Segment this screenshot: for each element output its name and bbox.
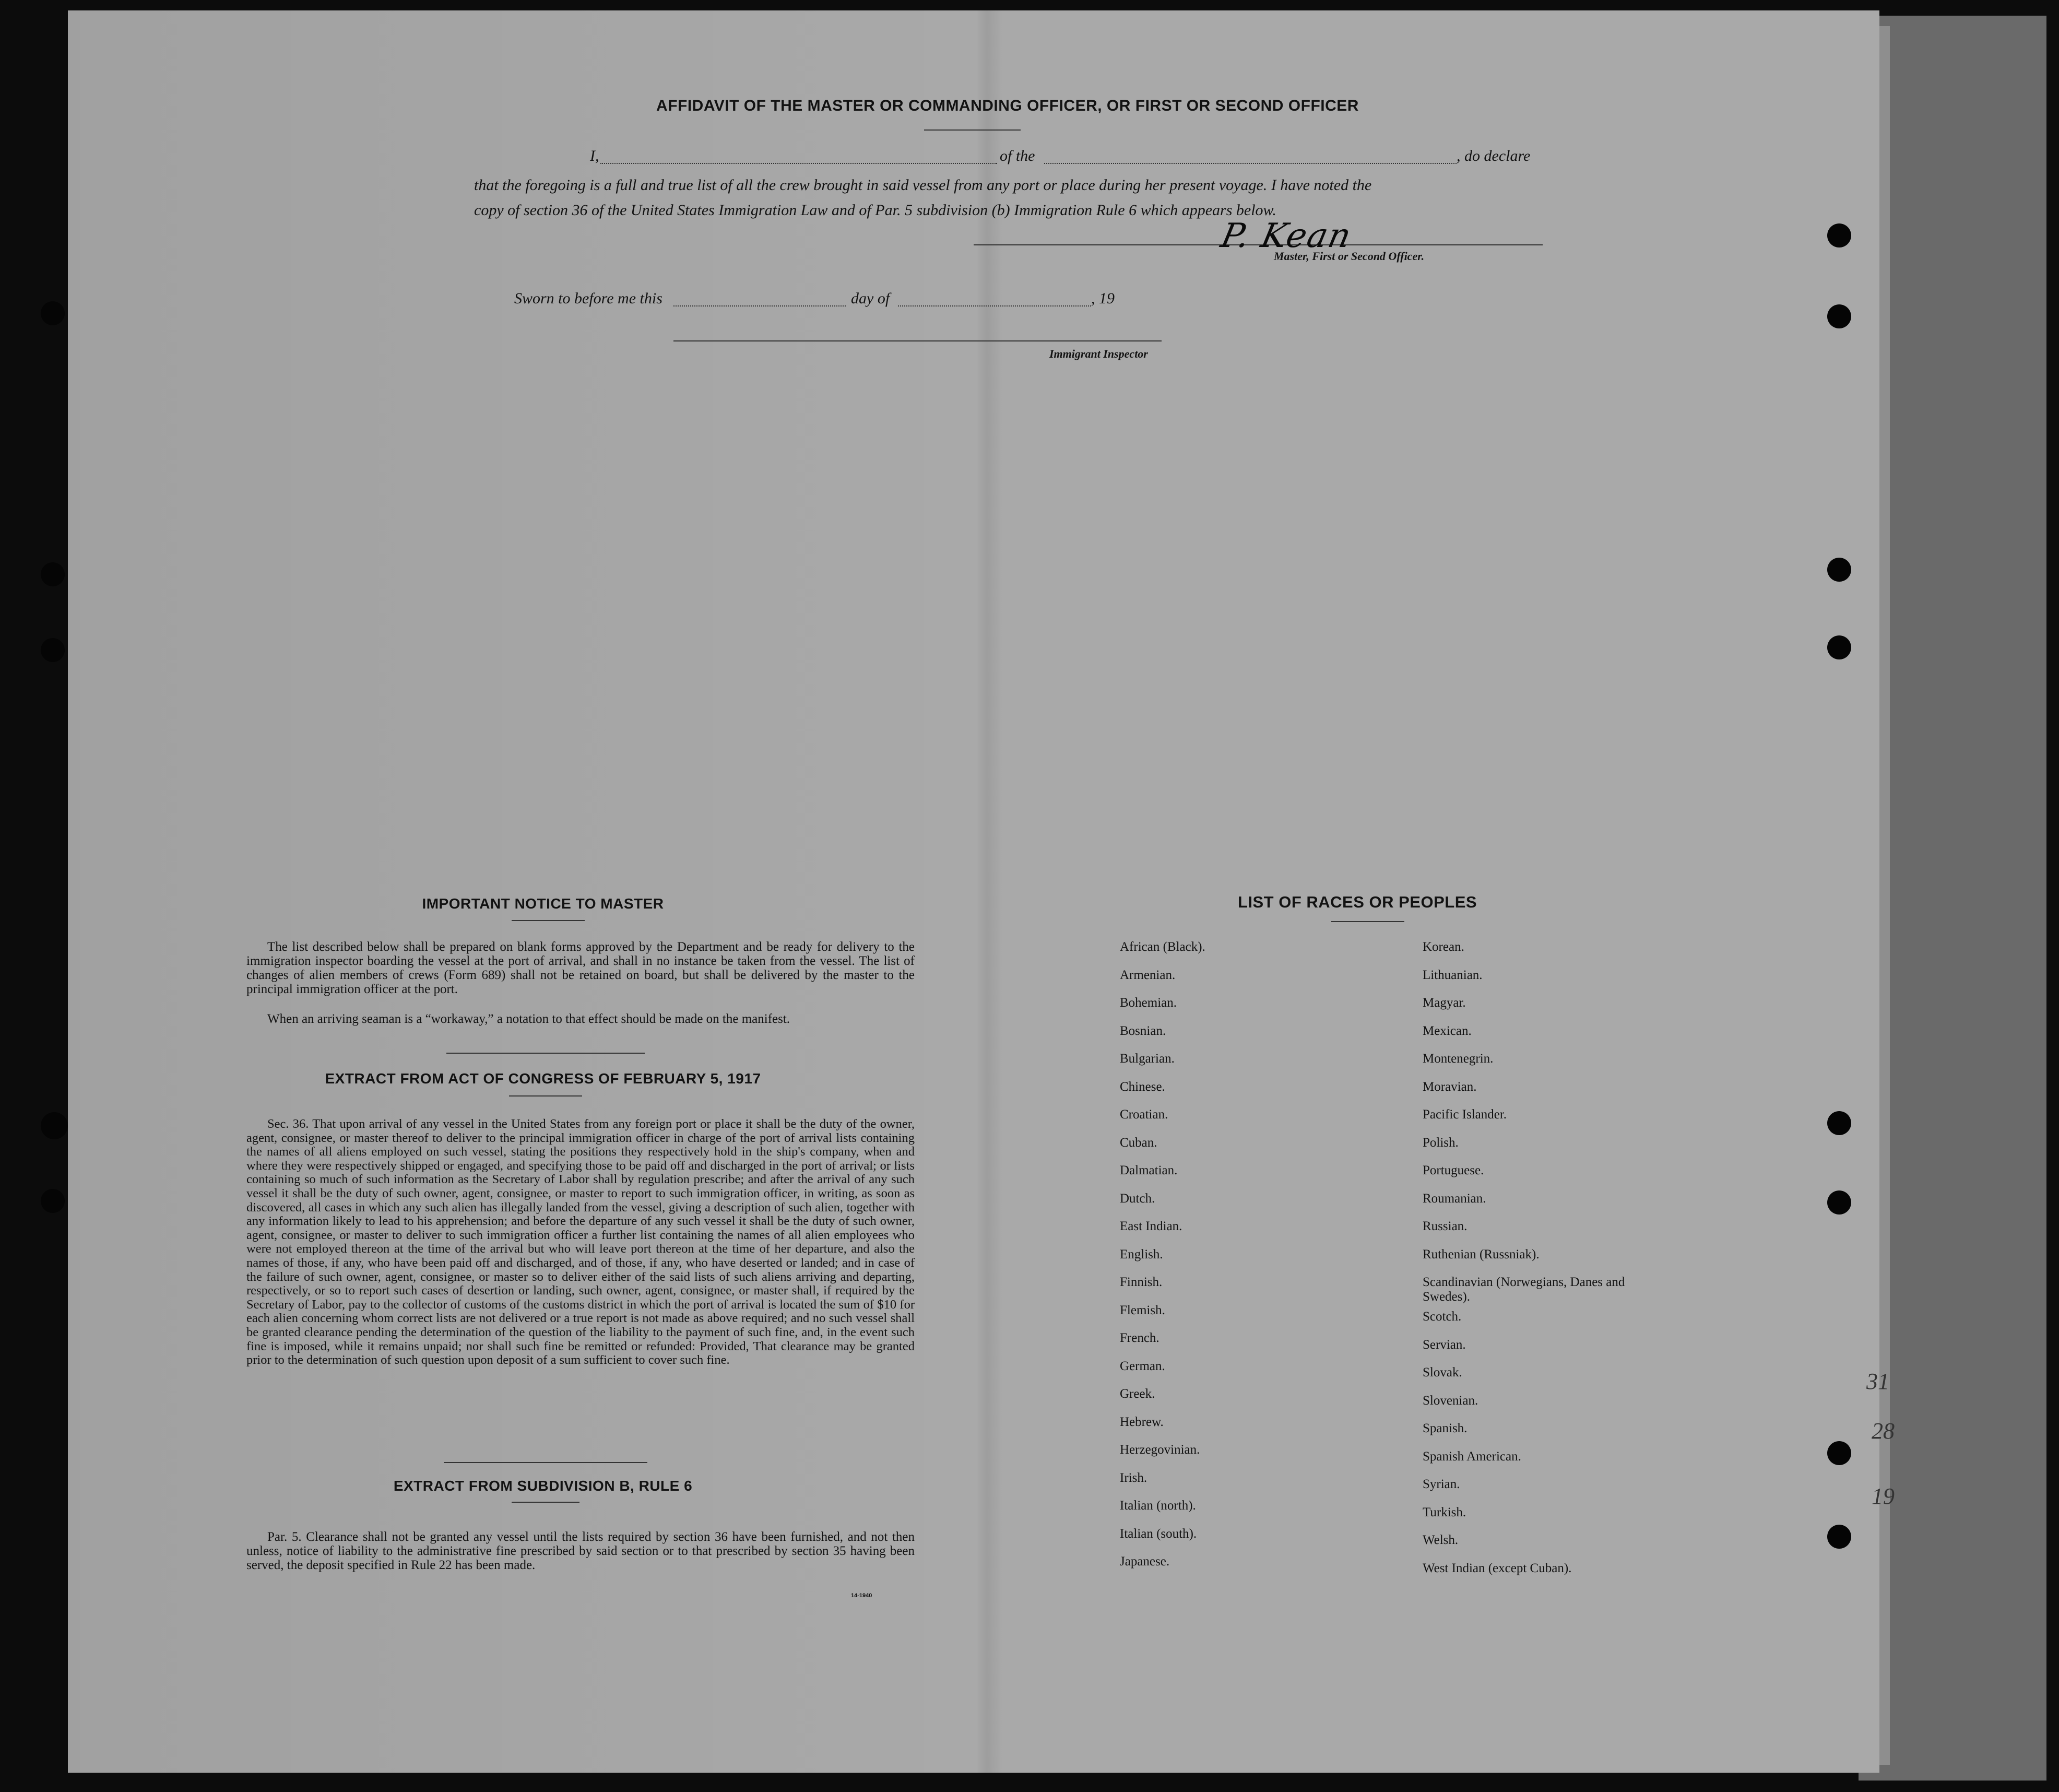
race-item: Welsh. (1423, 1533, 1459, 1547)
sworn-day-blank (673, 305, 846, 306)
race-item: Moravian. (1423, 1079, 1477, 1094)
race-item: Chinese. (1120, 1079, 1165, 1094)
sworn-year: , 19 (1091, 290, 1115, 307)
affidavit-declare: , do declare (1457, 147, 1531, 164)
sworn-day-of: day of (851, 290, 890, 307)
extract-act-underline (509, 1095, 582, 1097)
inspector-line (673, 340, 1162, 341)
affidavit-line3: copy of section 36 of the United States Immigration Law and of Par. 5 subdivision (b) Immigration Rule 6 which appears below. (474, 202, 1276, 219)
extract-rule-title: EXTRACT FROM SUBDIVISION B, RULE 6 (393, 1478, 693, 1494)
punch-hole (1827, 635, 1851, 659)
margin-note-3: 19 (1872, 1483, 1895, 1509)
punch-hole (1827, 1111, 1851, 1135)
punch-hole (41, 562, 65, 586)
race-item: Bulgarian. (1120, 1052, 1175, 1066)
race-item: Magyar. (1423, 996, 1466, 1010)
race-item: Korean. (1423, 940, 1464, 954)
race-item: Turkish. (1423, 1505, 1466, 1519)
race-item: Greek. (1120, 1387, 1155, 1401)
race-item: Servian. (1423, 1337, 1466, 1352)
name-blank (600, 163, 997, 164)
race-item: African (Black). (1120, 940, 1205, 954)
punch-hole (1827, 558, 1851, 582)
race-item: Herzegovinian. (1120, 1443, 1200, 1457)
vessel-blank (1044, 163, 1457, 164)
race-item: Bosnian. (1120, 1023, 1166, 1038)
race-item: Irish. (1120, 1470, 1147, 1485)
race-item: Hebrew. (1120, 1414, 1164, 1429)
punch-hole (41, 1112, 68, 1139)
notice-para1: The list described below shall be prepared on blank forms approved by the Department and be ready for delivery to the immigration inspector boarding the vessel at the port of arrival, and shall in no instance be taken from the vessel. The list of changes of alien members of crews (Form 689) shall not be retained on board, but shall be delivered by the master to the principal immigration officer at the port. (246, 940, 915, 996)
punch-hole (1827, 1525, 1851, 1549)
race-item: Portuguese. (1423, 1163, 1484, 1177)
race-item: East Indian. (1120, 1219, 1182, 1233)
race-item: Ruthenian (Russniak). (1423, 1247, 1540, 1262)
race-item: Dalmatian. (1120, 1163, 1178, 1177)
race-item: Mexican. (1423, 1023, 1472, 1038)
punch-hole (1827, 223, 1851, 247)
race-item: Armenian. (1120, 968, 1176, 982)
race-item: Slovak. (1423, 1365, 1462, 1380)
margin-note-2: 28 (1872, 1418, 1895, 1444)
punch-hole (41, 1189, 65, 1213)
affidavit-title: AFFIDAVIT OF THE MASTER OR COMMANDING OFFICER, OR FIRST OR SECOND OFFICER (656, 97, 1359, 114)
race-item: Montenegrin. (1423, 1052, 1494, 1066)
sworn-prefix: Sworn to before me this (514, 290, 662, 307)
races-underline (1331, 921, 1404, 922)
race-item: Scotch. (1423, 1310, 1462, 1324)
affidavit-of-the: of the (1000, 147, 1035, 164)
races-title: LIST OF RACES OR PEOPLES (1237, 893, 1477, 911)
race-item: Pacific Islander. (1423, 1107, 1507, 1122)
race-item: Slovenian. (1423, 1393, 1478, 1408)
punch-hole (41, 301, 65, 325)
race-item: Italian (south). (1120, 1526, 1197, 1541)
divider-1 (446, 1053, 645, 1054)
race-item: Croatian. (1120, 1107, 1168, 1122)
race-item: Russian. (1423, 1219, 1468, 1233)
extract-act-title: EXTRACT FROM ACT OF CONGRESS OF FEBRUARY 5, 1917 (325, 1070, 761, 1087)
extract-rule-underline (512, 1502, 579, 1503)
affidavit-i: I, (590, 147, 599, 164)
race-item: Flemish. (1120, 1303, 1165, 1317)
affidavit-line2: that the foregoing is a full and true list of all the crew brought in said vessel from any port or place during her present voyage. I have noted the (474, 176, 1372, 194)
margin-note-1: 31 (1866, 1369, 1889, 1394)
race-item: Scandinavian (Norwegians, Danes and Swedes). (1423, 1275, 1625, 1304)
divider-2 (444, 1462, 647, 1463)
race-item: English. (1120, 1247, 1163, 1262)
race-item: Bohemian. (1120, 996, 1177, 1010)
extract-act-text: Sec. 36. That upon arrival of any vessel in the United States from any foreign port or place it shall be the duty of the owner, agent, consignee, or master thereof to deliver to the principal immigration officer in charge of the port of arrival lists containing the names of all aliens employed on such vessel, stating the positions they respectively hold in the ship's company, when and where they were respectively shipped or engaged, and specifying those to be paid off and discharged in the port of arrival; or lists containing so much of such information as the Secretary of Labor shall by regulation prescribe; and after the arrival of any such vessel it shall be the duty of such owner, agent, consignee, or master to report to such immigration officer, in writing, as soon as discovered, all cases in which any such alien has illegally landed from the vessel, giving a description of such alien, together with any information likely to lead to his apprehension; and before the departure of any such vessel it shall be the duty of such owner, agent, consignee, or master to deliver to such immigration officer a further list containing the names of all alien employees who were not employed thereon at the time of the arrival but who will leave port thereon at the time of her departure, and also the names of those, if any, who have been paid off and discharged, and of those, if any, who have deserted or landed; and in case of the failure of such owner, agent, consignee, or master so to deliver either of the said lists of such aliens arriving and departing, respectively, or so to report such cases of desertion or landing, such owner, agent, consignee, or master shall, if required by the Secretary of Labor, pay to the collector of customs of the customs district in which the port of arrival is located the sum of $10 for each alien concerning whom correct lists are not delivered or a true report is not made as above required; and no such vessel shall be granted clearance pending the determination of the question of the liability to the payment of such fine, and, in the event such fine is imposed, while it remains unpaid; nor shall such fine be remitted or refunded: Provided, That clearance may be granted prior to the determination of such question upon deposit of a sum sufficient to cover such fine. (246, 1117, 915, 1367)
race-item: German. (1120, 1359, 1165, 1373)
notice-para2: When an arriving seaman is a “workaway,” a notation to that effect should be made on the manifest. (267, 1012, 790, 1026)
race-item: Cuban. (1120, 1135, 1157, 1150)
notice-underline (512, 920, 585, 921)
race-item: Dutch. (1120, 1191, 1155, 1206)
punch-hole (1827, 304, 1851, 328)
punch-hole (41, 638, 65, 662)
notice-title: IMPORTANT NOTICE TO MASTER (422, 895, 664, 912)
sworn-month-blank (898, 305, 1091, 306)
extract-rule-text: Par. 5. Clearance shall not be granted any vessel until the lists required by section 36 have been furnished, and not then unless, notice of liability to the administrative fine prescribed by said section or to that prescribed by section 35 having been served, the deposit specified in Rule 22 has been made. (246, 1530, 915, 1572)
race-item: Polish. (1423, 1135, 1459, 1150)
manifest-page (68, 10, 1895, 1773)
race-item: Syrian. (1423, 1477, 1460, 1491)
race-item: West Indian (except Cuban). (1423, 1561, 1572, 1575)
race-item: Italian (north). (1120, 1499, 1196, 1513)
form-number: 14-1940 (851, 1593, 872, 1599)
title-underline (924, 129, 1021, 131)
race-item: Finnish. (1120, 1275, 1163, 1289)
race-item: Japanese. (1120, 1554, 1170, 1569)
race-item: Roumanian. (1423, 1191, 1486, 1206)
punch-hole (1827, 1190, 1851, 1215)
race-item: Spanish. (1423, 1421, 1468, 1435)
master-signature: P. Kean (1217, 217, 1355, 255)
race-item: French. (1120, 1331, 1159, 1345)
race-item: Spanish American. (1423, 1449, 1521, 1464)
inspector-caption: Immigrant Inspector (1049, 347, 1148, 360)
race-item: Lithuanian. (1423, 968, 1483, 982)
signature-caption: Master, First or Second Officer. (1274, 250, 1425, 263)
punch-hole (1827, 1441, 1851, 1465)
